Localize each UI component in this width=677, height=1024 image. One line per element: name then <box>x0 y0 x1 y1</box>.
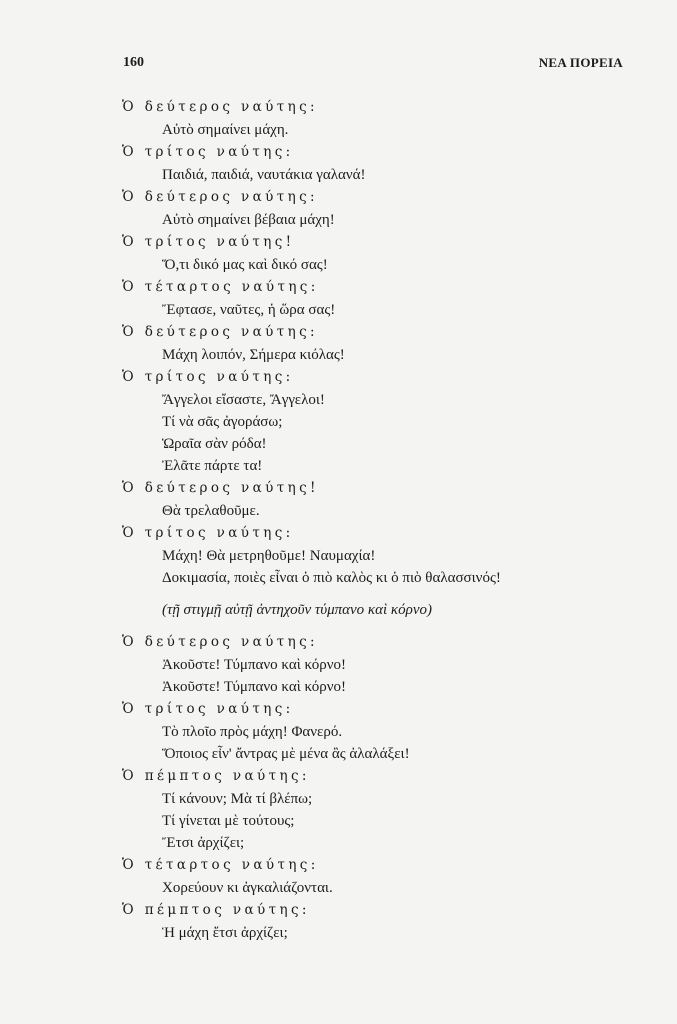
dialogue-block <box>122 477 592 522</box>
verse-line: Ἔφτασε, ναῦτες, ἡ ὥρα σας! <box>162 302 336 318</box>
verse-line: Ἡ μάχη ἔτσι ἀρχίζει; <box>162 925 288 941</box>
verse-line: Θὰ τρελαθοῦμε. <box>162 503 260 519</box>
verse-line: Μάχη λοιπόν, Σήμερα κιόλας! <box>162 347 345 363</box>
verse-line: Ὡραῖα σὰν ρόδα! <box>162 436 267 452</box>
speaker-name: Ὁ δεύτερος ναύτης: <box>122 324 318 340</box>
speaker-name: Ὁ πέμπτος ναύτης: <box>122 902 310 918</box>
speaker-name: Ὁ δεύτερος ναύτης: <box>122 99 318 115</box>
verse-line: Τί γίνεται μὲ τούτους; <box>162 813 295 829</box>
verse-line: Τὸ πλοῖο πρὸς μάχη! Φανερό. <box>162 724 343 740</box>
verse-line: Τί κάνουν; Μὰ τί βλέπω; <box>162 791 313 807</box>
speaker-name: Ὁ δεύτερος ναύτης: <box>122 634 318 650</box>
stage-direction: (τῇ στιγμῇ αὐτῇ ἀντηχοῦν τύμπανο καὶ κόρνο) <box>162 602 432 618</box>
verse-line: Ἔτσι ἀρχίζει; <box>162 835 245 851</box>
verse-line: Αὐτὸ σημαίνει βέβαια μάχη! <box>162 212 335 228</box>
speaker-name: Ὁ τέταρτος ναύτης: <box>122 857 319 873</box>
verse-line: Τί νὰ σᾶς ἀγοράσω; <box>162 414 283 430</box>
dialogue-block <box>122 522 592 589</box>
speaker-name: Ὁ τρίτος ναύτης: <box>122 525 294 541</box>
verse-line: Παιδιά, παιδιά, ναυτάκια γαλανά! <box>162 167 366 183</box>
dialogue-block <box>122 366 592 477</box>
speaker-name: Ὁ τρίτος ναύτης! <box>122 234 295 250</box>
page-number: 160 <box>123 55 144 70</box>
dialogue-block <box>122 899 592 944</box>
running-title: ΝΕΑ ΠΟΡΕΙΑ <box>538 55 623 70</box>
speaker-name: Ὁ τρίτος ναύτης: <box>122 369 294 385</box>
speaker-name: Ὁ τρίτος ναύτης: <box>122 144 294 160</box>
verse-line: Δοκιμασία, ποιὲς εἶναι ὁ πιὸ καλὸς κι ὁ πιὸ θαλασσινός! <box>162 570 501 586</box>
speaker-name: Ὁ δεύτερος ναύτης: <box>122 189 318 205</box>
dialogue-block <box>122 854 592 899</box>
dialogue-block <box>122 141 592 186</box>
speaker-name: Ὁ δεύτερος ναύτης! <box>122 480 319 496</box>
verse-line: Μάχη! Θὰ μετρηθοῦμε! Ναυμαχία! <box>162 548 376 564</box>
dialogue-text <box>122 96 592 944</box>
verse-line: Ἄγγελοι εἴσαστε, Ἄγγελοι! <box>162 392 325 408</box>
dialogue-block <box>122 231 592 276</box>
page-header <box>123 55 623 75</box>
speaker-name: Ὁ πέμπτος ναύτης: <box>122 768 310 784</box>
dialogue-block <box>122 765 592 854</box>
dialogue-block <box>122 186 592 231</box>
dialogue-block <box>122 631 592 698</box>
verse-line: Ἀκοῦστε! Τύμπανο καὶ κόρνο! <box>162 657 346 673</box>
verse-line: Ἐλᾶτε πάρτε τα! <box>162 458 263 474</box>
verse-line: Αὐτὸ σημαίνει μάχη. <box>162 122 289 138</box>
dialogue-block <box>122 698 592 765</box>
verse-line: Χορεύουν κι ἀγκαλιάζονται. <box>162 880 333 896</box>
dialogue-block <box>122 276 592 321</box>
verse-line: Ὅ,τι δικό μας καὶ δικό σας! <box>162 257 328 273</box>
dialogue-block <box>122 96 592 141</box>
verse-line: Ὅποιος εἶν' ἄντρας μὲ μένα ἂς ἀλαλάξει! <box>162 746 410 762</box>
dialogue-block <box>122 321 592 366</box>
speaker-name: Ὁ τρίτος ναύτης: <box>122 701 294 717</box>
verse-line: Ἀκοῦστε! Τύμπανο καὶ κόρνο! <box>162 679 346 695</box>
speaker-name: Ὁ τέταρτος ναύτης: <box>122 279 319 295</box>
